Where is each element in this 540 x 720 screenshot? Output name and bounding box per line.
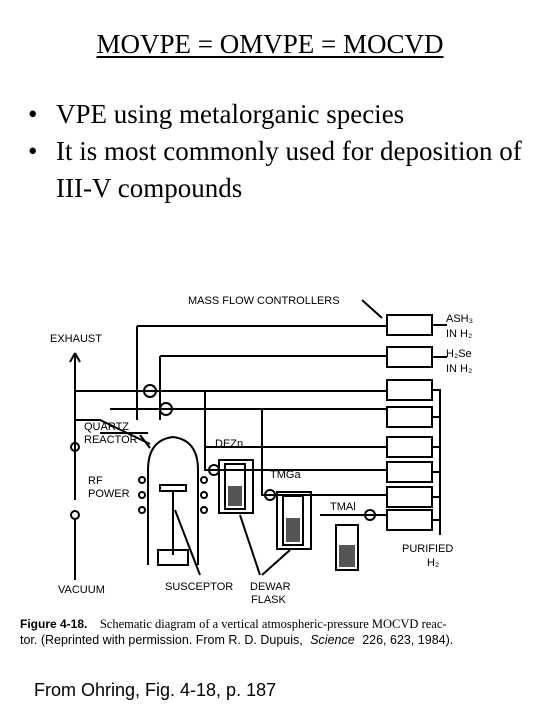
reactor-pointer: [140, 435, 150, 448]
ash3-line: [137, 326, 387, 420]
slide-title: [0, 28, 540, 60]
rf-coil-icon: [139, 492, 145, 498]
slide-title-text: MOVPE = OMVPE = MOCVD: [96, 29, 444, 59]
mfc-box: [387, 437, 432, 457]
label-purified: PURIFIED: [402, 543, 454, 555]
label-vacuum: VACUUM: [58, 584, 105, 596]
label-h2se: H₂Se: [446, 348, 472, 360]
dezn-feed: [205, 391, 230, 470]
mfc-box: [387, 347, 432, 367]
mfc-inlet-arrows: [432, 325, 447, 357]
source-citation: From Ohring, Fig. 4-18, p. 187: [34, 680, 277, 700]
rf-coil-icon: [139, 477, 145, 483]
label-reactor: REACTOR: [84, 434, 138, 446]
label-in-h2: IN H₂: [446, 363, 473, 375]
susceptor-block: [160, 485, 186, 491]
label-mass-flow-controllers: MASS FLOW CONTROLLERS: [188, 295, 340, 307]
bullet-list: [26, 96, 526, 207]
mfc-pointer: [362, 300, 382, 318]
bullet-text: VPE using metalorganic species: [56, 99, 405, 129]
bullet-item: [26, 96, 526, 133]
label-dewar: DEWAR: [250, 581, 291, 593]
label-quartz: QUARTZ: [84, 421, 130, 433]
tmga-feed: [262, 409, 285, 495]
label-dezn: DEZn: [215, 438, 244, 450]
label-susceptor: SUSCEPTOR: [165, 581, 234, 593]
rf-coil-icon: [201, 477, 207, 483]
rf-coil-icon: [201, 507, 207, 513]
mocvd-schematic: [0, 280, 540, 670]
label-power: POWER: [88, 488, 130, 500]
figure-caption-text: tor. (Reprinted with permission. From R. D. Dupuis,: [20, 633, 303, 647]
figure-caption-text: Schematic diagram of a vertical atmospheric-pressure MOCVD reac-: [99, 617, 447, 631]
label-tmal: TMAl: [330, 501, 356, 513]
mfc-box: [387, 407, 432, 427]
label-flask: FLASK: [251, 594, 286, 606]
mfc-box: [387, 510, 432, 530]
figure-caption-line-2: [20, 633, 453, 647]
bullet-text: It is most commonly used for deposition of III-V compounds: [56, 136, 522, 203]
liquid-fill: [228, 486, 242, 506]
figure-caption-label: Figure 4-18.: [20, 617, 88, 631]
mfc-box: [387, 380, 432, 400]
liquid-fill: [286, 518, 300, 542]
mfc-box: [387, 487, 432, 507]
label-h2: H₂: [427, 557, 440, 569]
exhaust-valve-icon: [71, 511, 79, 519]
rf-coil-icon: [201, 492, 207, 498]
purified-h2-manifold: [432, 390, 440, 535]
bullet-item: [26, 133, 526, 207]
label-in-h2: IN H₂: [446, 328, 473, 340]
manifold-line: [100, 409, 387, 433]
label-ash3: ASH₃: [446, 313, 474, 325]
figure-caption-journal: Science: [310, 633, 355, 647]
rf-coil-icon: [139, 507, 145, 513]
bullet-dot-icon: •: [28, 99, 38, 129]
h2se-line: [160, 356, 387, 420]
mfc-box: [387, 315, 432, 335]
label-tmga: TMGa: [270, 469, 301, 481]
label-rf: RF: [88, 475, 103, 487]
figure-caption-text: 226, 623, 1984).: [362, 633, 454, 647]
figure-caption-line-1: [20, 615, 447, 632]
bullet-dot-icon: •: [28, 136, 38, 166]
mfc-box: [387, 462, 432, 482]
label-exhaust: EXHAUST: [50, 333, 102, 345]
liquid-fill: [339, 545, 355, 567]
